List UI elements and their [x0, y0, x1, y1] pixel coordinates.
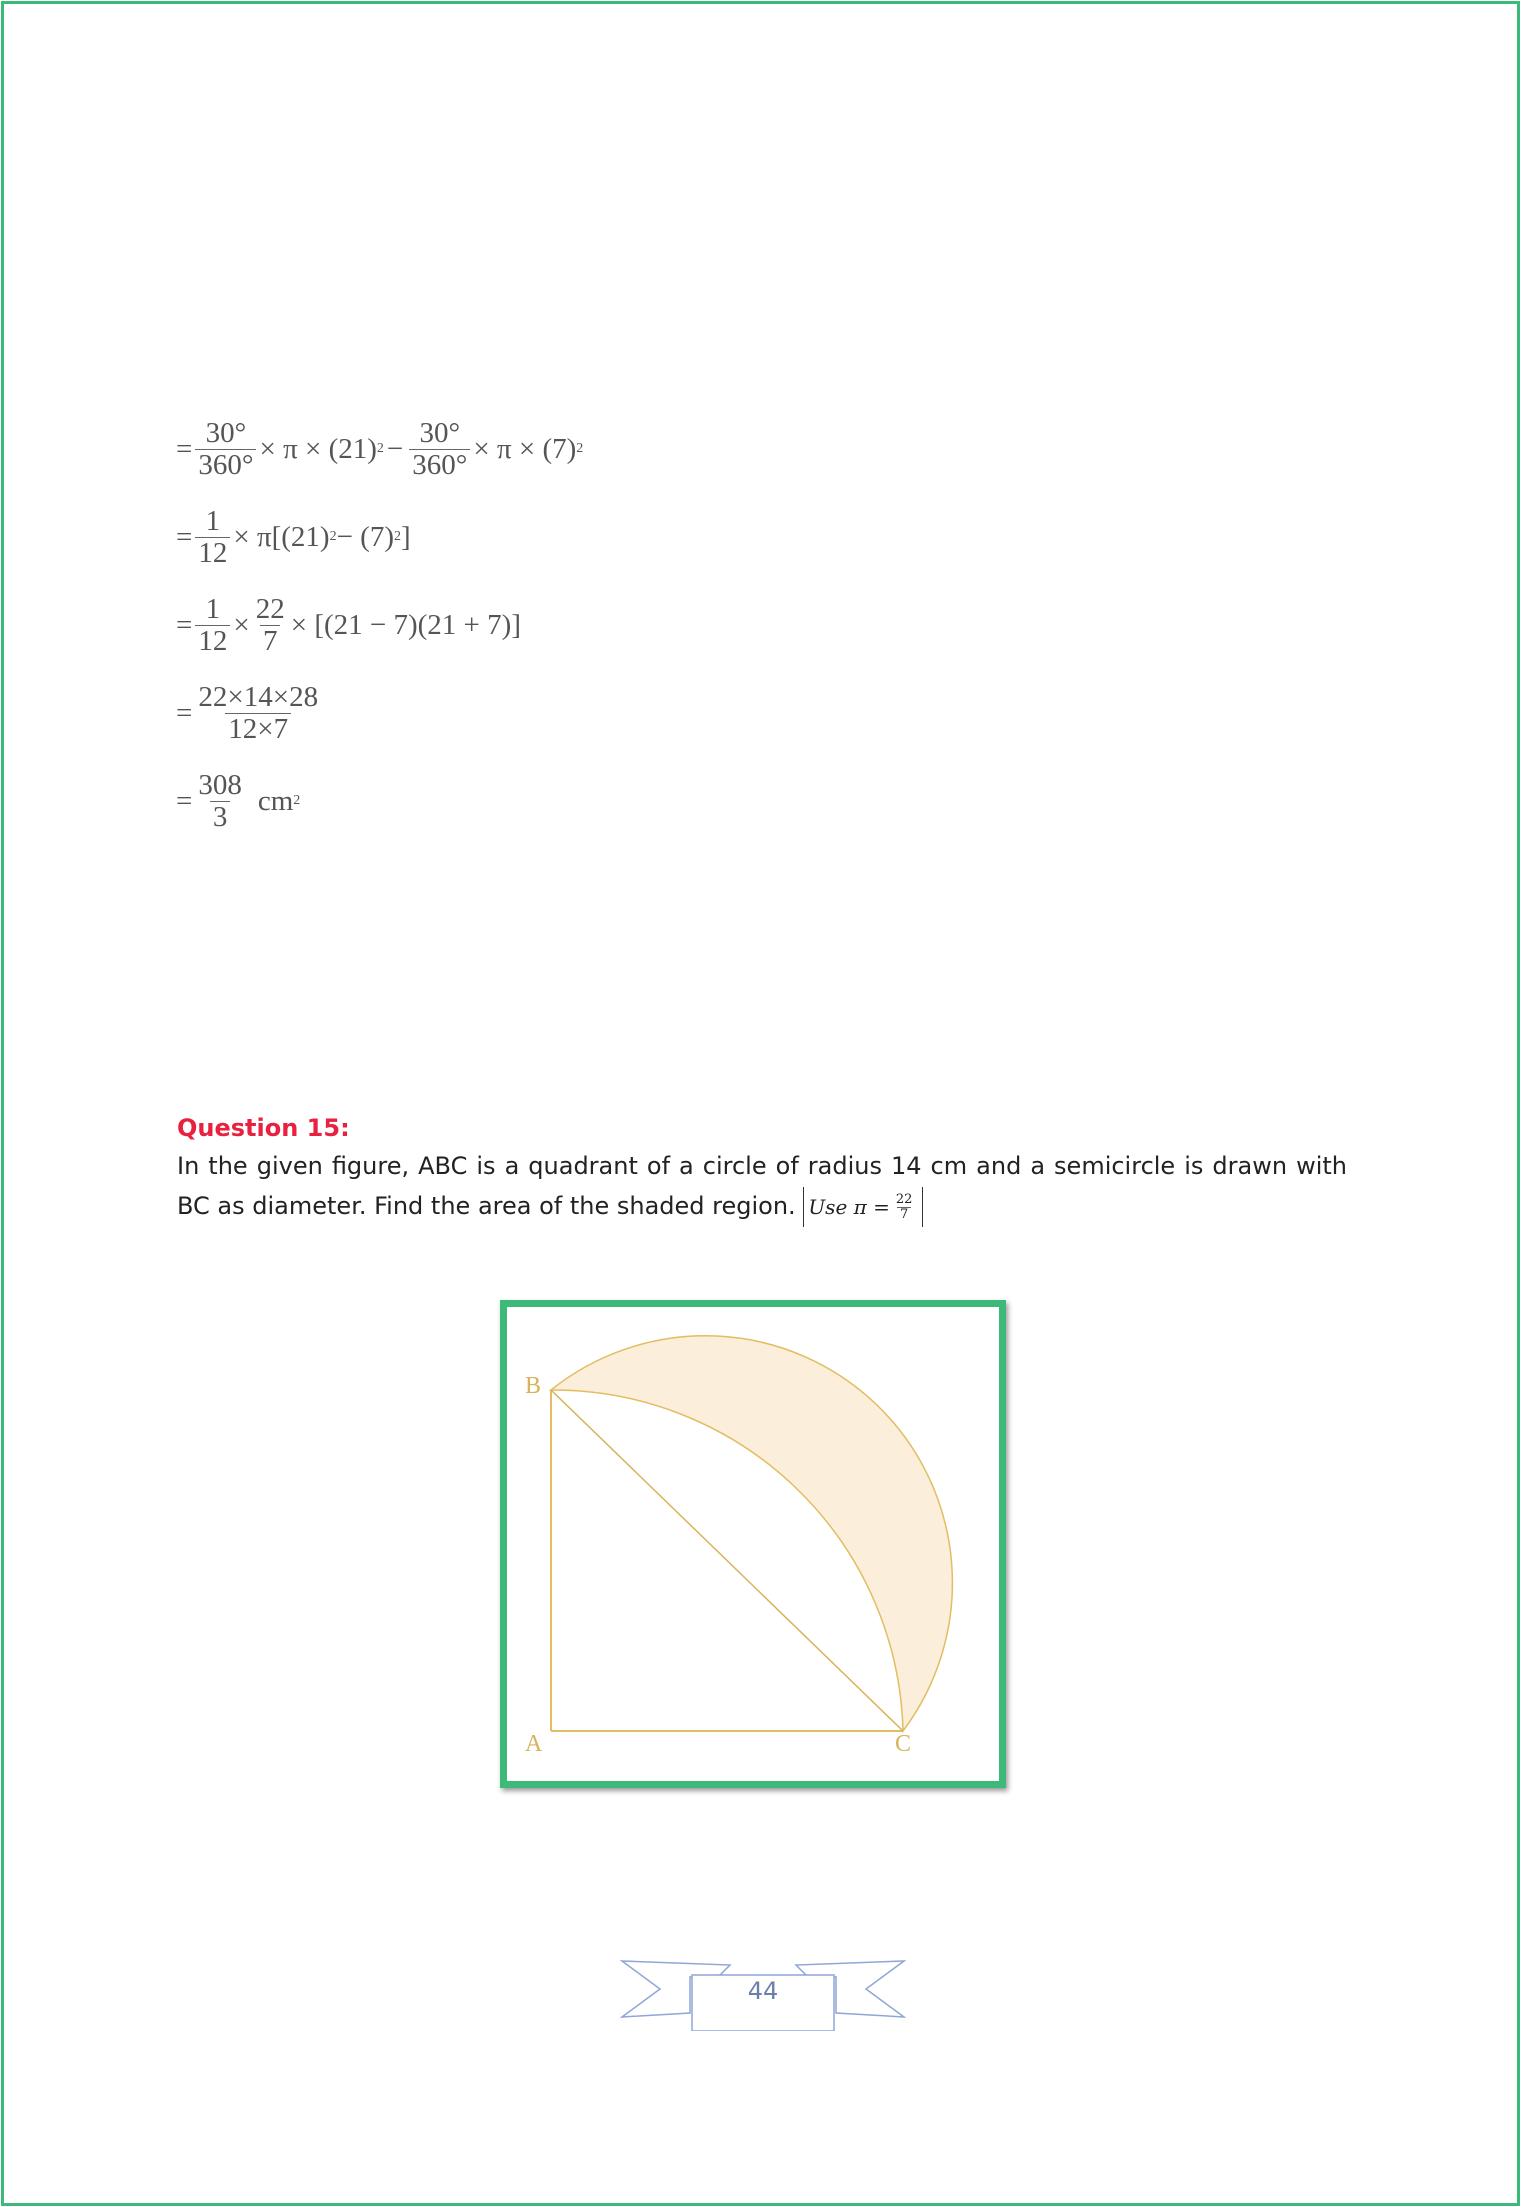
fraction [195, 770, 245, 832]
question-text [177, 1146, 1347, 1227]
exponent: 2 [329, 529, 337, 544]
operator: × [233, 608, 250, 641]
question-body: In the given figure, ABC is a quadrant of a circle of radius 14 cm and a semicircle is drawn with BC as diameter. Find the area of the shaded region. [177, 1152, 1347, 1220]
numerator: 22×14×28 [198, 681, 319, 714]
fraction [195, 506, 230, 568]
equals: = [176, 608, 193, 641]
denominator: 12 [195, 625, 230, 656]
label-c: C [895, 1731, 912, 1757]
term: × π × (7) [473, 432, 577, 465]
figure-drawing [507, 1307, 999, 1781]
fraction [195, 594, 230, 656]
term: × [(21 − 7)(21 + 7)] [290, 608, 521, 641]
fraction [893, 1193, 916, 1221]
equals: = [176, 784, 193, 817]
step-5 [176, 757, 583, 845]
equals: = [176, 696, 193, 729]
unit: cm [257, 784, 294, 817]
label-a: A [525, 1731, 543, 1757]
step-4 [176, 669, 583, 757]
hint-text: Use π = [808, 1195, 890, 1219]
numerator: 1 [205, 593, 221, 626]
denominator: 7 [260, 625, 281, 656]
equals: = [176, 520, 193, 553]
denominator: 360° [195, 449, 256, 480]
page-number: 44 [747, 1977, 779, 2005]
question-title: Question 15: [177, 1114, 350, 1142]
page-border [1, 1, 1520, 2206]
exponent: 2 [394, 529, 401, 544]
step-2 [176, 493, 583, 581]
step-3 [176, 581, 583, 669]
exponent: 2 [376, 441, 384, 456]
numerator: 308 [198, 769, 242, 802]
equals: = [176, 432, 193, 465]
numerator: 22 [255, 593, 285, 626]
pi-hint [803, 1187, 923, 1227]
fraction [195, 682, 321, 744]
numerator: 22 [895, 1191, 913, 1207]
exponent: 2 [293, 793, 301, 808]
step-1 [176, 405, 583, 493]
label-b: B [525, 1373, 542, 1399]
denominator: 12 [195, 537, 230, 568]
operator: − [386, 432, 404, 465]
numerator: 30° [205, 417, 247, 450]
numerator: 30° [419, 417, 461, 450]
bracket: ] [401, 520, 411, 553]
term: × π[(21) [233, 520, 330, 553]
solution-steps [176, 405, 583, 845]
shaded-region [551, 1336, 952, 1731]
denominator: 7 [897, 1207, 911, 1222]
fraction [409, 418, 470, 480]
denominator: 3 [210, 801, 231, 832]
term: − (7) [336, 520, 394, 553]
fraction [253, 594, 288, 656]
fraction [195, 418, 256, 480]
exponent: 2 [576, 441, 584, 456]
figure-quadrant-semicircle [500, 1300, 1006, 1788]
term: × π × (21) [259, 432, 377, 465]
denominator: 360° [409, 449, 470, 480]
page-number-banner [620, 1955, 906, 2031]
numerator: 1 [205, 505, 221, 538]
denominator: 12×7 [225, 713, 291, 744]
